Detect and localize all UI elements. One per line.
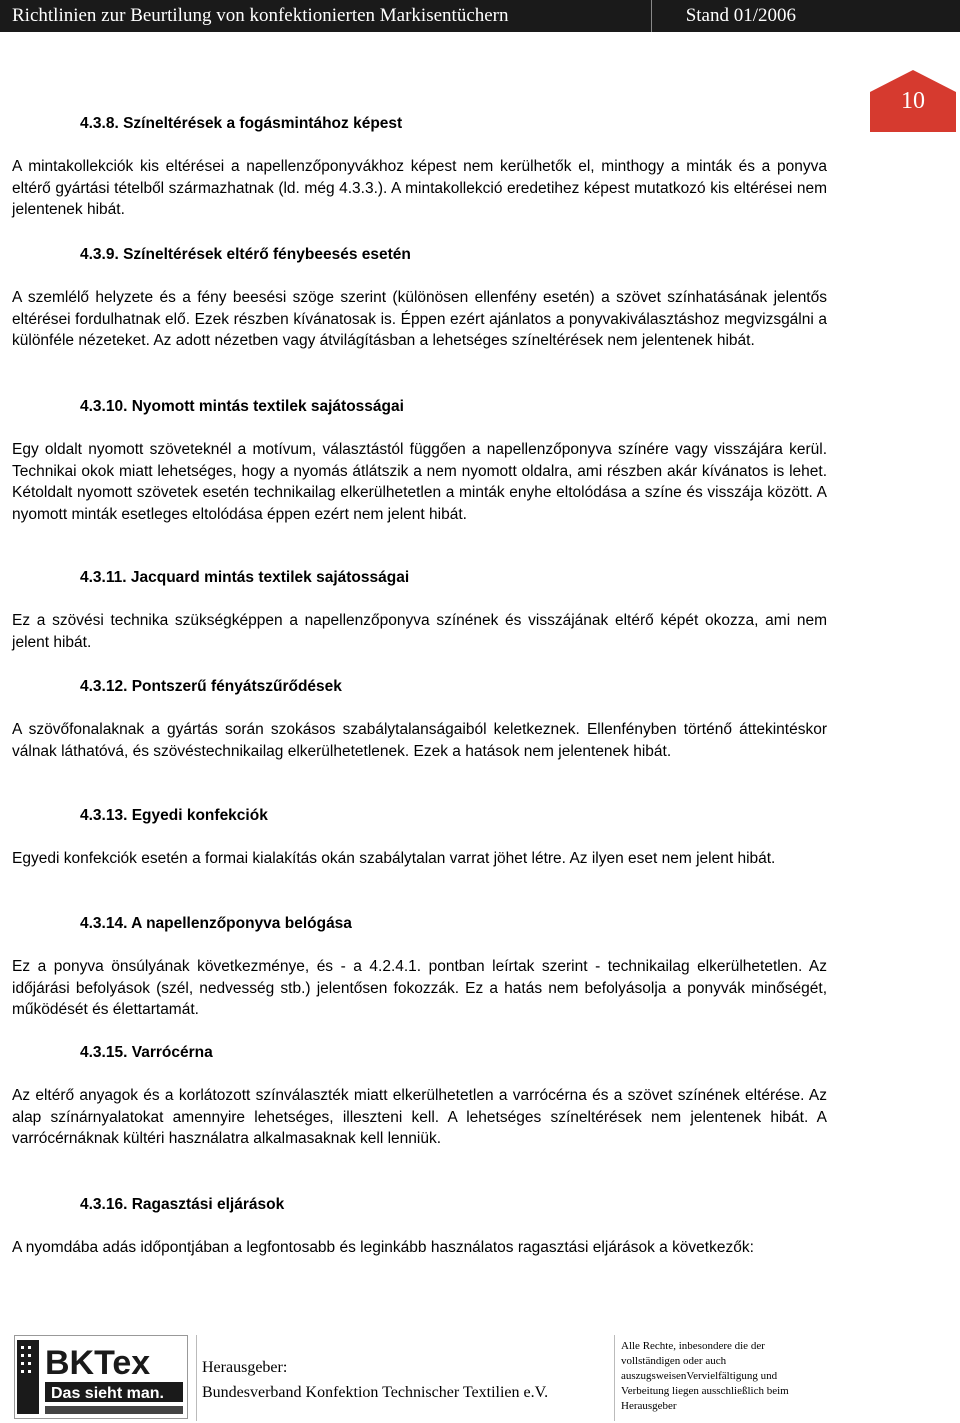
footer-divider	[614, 1335, 615, 1421]
section-text: A szemlélő helyzete és a fény beesési szöge szerint (különösen ellenfény esetén) a szövet színhatásának jelentős eltérései fordulhatnak elő. Ezek részben kívánatosak is. Éppen ezért ajánlatos a ponyvakiválasztáshoz megvizsgálni a különféle nézeteket. Az adott nézetben vagy átvilágításban a lehetséges színeltérések nem jelentenek hibát.	[12, 289, 827, 349]
section-heading	[80, 676, 827, 697]
page-number-badge	[870, 70, 956, 132]
page-footer	[0, 1335, 960, 1421]
section-number: 4.3.13.	[80, 807, 128, 824]
section-4-3-9	[12, 244, 827, 352]
section-title: Varrócérna	[131, 1044, 213, 1061]
section-number: 4.3.11.	[80, 569, 127, 586]
section-4-3-13	[12, 805, 827, 870]
section-4-3-12	[12, 676, 827, 762]
publisher-label: Herausgeber:	[202, 1359, 288, 1376]
section-4-3-10	[12, 396, 827, 525]
section-number: 4.3.15.	[80, 1044, 128, 1061]
footer-divider	[196, 1335, 197, 1421]
publisher-name: Bundesverband Konfektion Technischer Textilien e.V.	[202, 1384, 549, 1401]
section-4-3-15	[12, 1042, 827, 1150]
section-number: 4.3.9.	[80, 246, 119, 263]
header-divider	[651, 0, 652, 32]
section-text: Egy oldalt nyomott szöveteknél a motívum, választástól függően a napellenzőponyva színére vagy visszájára kerül. Technikai okok miatt lehetséges, hogy a nyomás átlátszik a nem nyomott oldalra, ami részben akár kívánatos is lehet. Kétoldalt nyomott szövetek esetén technikailag elkerülhetetlen a minták enyhe eltolódása a színe és visszája között. A nyomott minták esetleges eltolódása éppen ezért nem jelent hibát.	[12, 441, 827, 523]
section-text: Egyedi konfekciók esetén a formai kialakítás okán szabálytalan varrat jöhet létre. Az ilyen eset nem jelent hibát.	[12, 850, 776, 867]
section-text: Az eltérő anyagok és a korlátozott színválaszték miatt elkerülhetetlen a varrócérna és a szövet színének eltérése. Az alap színárnyalatokat amennyire lehetséges, illeszteni kell. A lehetséges színeltérések nem jelentenek hibát. A varrócérnáknak kültéri használatra alkalmasaknak kell lenniük.	[12, 1087, 827, 1147]
section-heading	[80, 1194, 827, 1215]
logo-graphic	[15, 1336, 187, 1418]
section-text: A szövőfonalaknak a gyártás során szokásos szabálytalanságaiból keletkeznek. Ellenfényben történő áttekintéskor válnak láthatóvá, és szövéstechnikailag elkerülhetetlenek. Ezek a hatások nem jelentenek hibát.	[12, 721, 827, 760]
header-date: Stand 01/2006	[685, 5, 796, 26]
section-4-3-11	[12, 567, 827, 653]
section-heading	[80, 244, 827, 265]
logo-tagline: Das sieht man.	[51, 1385, 164, 1402]
section-number: 4.3.10.	[80, 398, 128, 415]
section-title: Egyedi konfekciók	[131, 807, 268, 824]
section-number: 4.3.14.	[80, 915, 128, 932]
section-title: A napellenzőponyva belógása	[131, 915, 352, 932]
section-text: Ez a ponyva önsúlyának következménye, és - a 4.2.4.1. pontban leírtak szerint - technikailag elkerülhetetlen. Az időjárási befolyások (szél, nedvesség stb.) jelentősen fokozzák. Ez a hatás nem befolyásolja a ponyvák minőségét, működését és élettartamát.	[12, 958, 827, 1018]
section-heading	[80, 396, 827, 417]
publisher-block	[202, 1355, 548, 1405]
section-number: 4.3.16.	[80, 1196, 128, 1213]
section-heading	[80, 1042, 827, 1063]
page-number: 10	[901, 88, 925, 114]
section-title: Jacquard mintás textilek sajátosságai	[130, 569, 410, 586]
section-heading	[80, 113, 827, 134]
section-heading	[80, 805, 827, 826]
section-4-3-8	[12, 113, 827, 221]
section-text: Ez a szövési technika szükségképpen a napellenzőponyva színének és visszájának eltérő képét okozza, ami nem jelent hibát.	[12, 612, 827, 651]
section-title: Színeltérések eltérő fénybeesés esetén	[123, 246, 411, 263]
header-title: Richtlinien zur Beurtilung von konfektionierten Markisentüchern	[12, 5, 509, 26]
section-heading	[80, 567, 827, 588]
section-4-3-16	[12, 1194, 827, 1259]
section-title: Színeltérések a fogásmintához képest	[123, 115, 403, 132]
section-title: Nyomott mintás textilek sajátosságai	[131, 398, 404, 415]
bktex-logo	[14, 1335, 188, 1419]
section-text: A nyomdába adás időpontjában a legfontosabb és leginkább használatos ragasztási eljárások a következők:	[12, 1239, 754, 1256]
section-number: 4.3.8.	[80, 115, 119, 132]
rights-notice: Alle Rechte, inbesondere die der vollständigen oder auch auszugsweisenVervielfältigung und Verbeitung liegen ausschließlich beim Herausgeber	[621, 1340, 789, 1412]
section-text: A mintakollekciók kis eltérései a napellenzőponyvákhoz képest nem kerülhetők el, minthogy a minták és a ponyva eltérő gyártási tételből származhatnak (ld. még 4.3.3.). A mintakollekció eredetihez képest mutatkozó kis eltérései nem jelentenek hibát.	[12, 158, 827, 218]
logo-wordmark: BKTex	[45, 1344, 151, 1382]
section-title: Pontszerű fényátszűrődések	[131, 678, 342, 695]
section-heading	[80, 913, 827, 934]
section-4-3-14	[12, 913, 827, 1021]
section-title: Ragasztási eljárások	[131, 1196, 285, 1213]
section-number: 4.3.12.	[80, 678, 128, 695]
running-header	[0, 0, 960, 32]
